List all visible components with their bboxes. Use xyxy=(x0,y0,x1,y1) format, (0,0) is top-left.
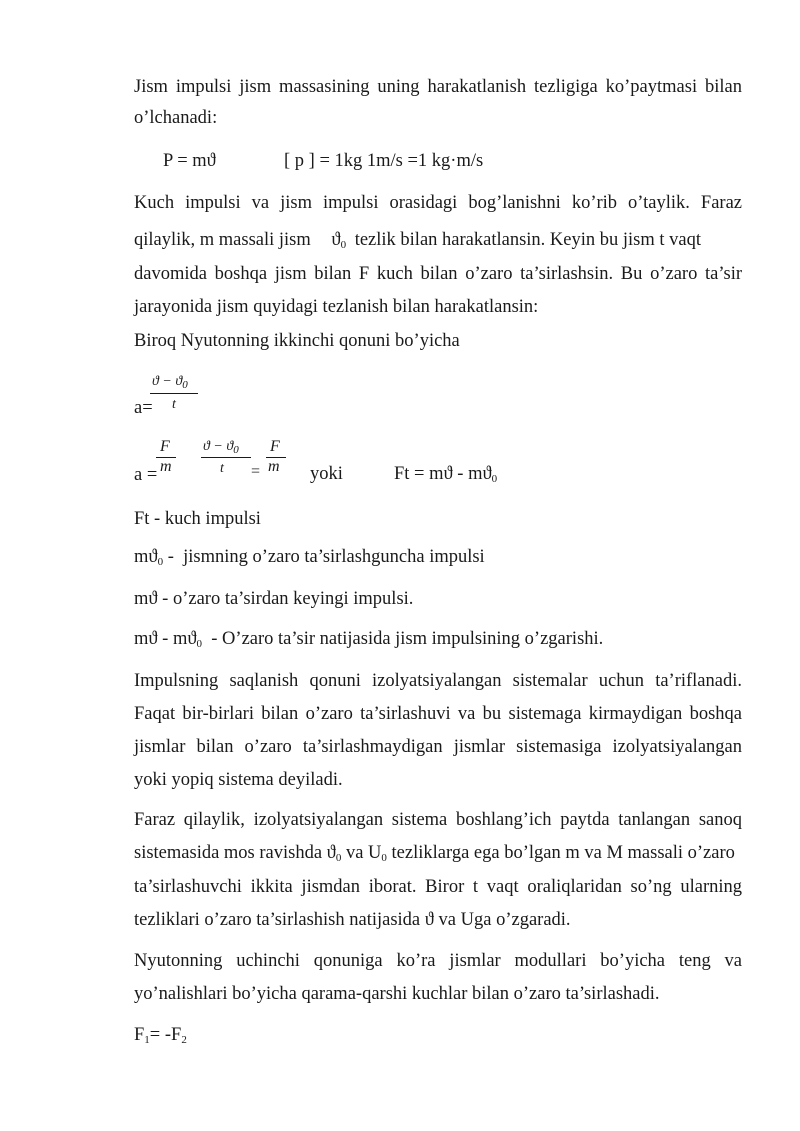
eq2-impulse: $Ft = mϑ - mϑ_0$ xyxy=(394,464,498,485)
eq2-f-denominator: m xyxy=(160,458,172,475)
fraction-bar xyxy=(150,393,198,394)
subscript: 0 xyxy=(340,239,347,251)
paragraph-line: Kuch impulsi va jism impulsi orasidagi bog’lanishni ko’rib o’taylik. Faraz xyxy=(134,193,742,213)
eq1-denominator: t xyxy=(172,397,176,412)
paragraph-line: ta’sirlashuvchi ikkita jismdan iborat. Biror t vaqt oraliqlaridan so’ng ularning xyxy=(134,877,742,897)
eq2-mid-denominator: t xyxy=(220,461,224,476)
text-run: qilaylik, m massali jism xyxy=(134,230,311,250)
fraction-bar xyxy=(201,457,251,458)
eq1-lhs: a= xyxy=(134,398,153,418)
paragraph-line: Ft - kuch impulsi xyxy=(134,509,261,529)
eq1-numerator: $ϑ - ϑ_0$ xyxy=(152,374,188,391)
text-run: tezlik bilan harakatlansin. Keyin bu jism t vaqt xyxy=(354,230,701,250)
paragraph-line: Jism impulsi jism massasining uning harakatlanish tezligiga ko’paytmasi bilan xyxy=(134,77,742,97)
paragraph-line: Impulsning saqlanish qonuni izolyatsiyalangan sistemalar uchun ta’riflanadi. xyxy=(134,671,742,691)
paragraph-line: $mϑ_0$ - jismning o’zaro ta’sirlashguncha impulsi xyxy=(134,547,485,568)
paragraph-line xyxy=(134,229,742,251)
paragraph-line: Nyutonning uchinchi qonuniga ko’ra jismlar modullari bo’yicha teng va xyxy=(134,951,742,971)
eq2-lhs: a = xyxy=(134,465,158,485)
paragraph-line: jismlar bilan o’zaro ta’sirlashmaydigan jismlar sistemasiga izolyatsiyalangan xyxy=(134,737,742,757)
paragraph-line: Faraz qilaylik, izolyatsiyalangan sistema boshlang’ich paytda tanlangan sanoq xyxy=(134,810,742,830)
paragraph-line: sistemasida mos ravishda $ϑ_0$ va $U_0$ tezliklarga ega bo’lgan m va M massali o’zaro xyxy=(134,843,735,864)
eq2-r-numerator: F xyxy=(270,438,280,455)
eq2-equals: = xyxy=(251,463,261,480)
paragraph-line: mϑ - $mϑ_0$ - O’zaro ta’sir natijasida jism impulsining o’zgarishi. xyxy=(134,629,604,650)
eq2-f-numerator: F xyxy=(160,438,170,455)
eq2-r-denominator: m xyxy=(268,458,280,475)
paragraph-line: yoki yopiq sistema deyiladi. xyxy=(134,770,343,790)
formula-third-law: $F_1= -F_2$ xyxy=(134,1025,187,1046)
paragraph-line: mϑ - o’zaro ta’sirdan keyingi impulsi. xyxy=(134,589,414,609)
eq2-mid-numerator: $ϑ - ϑ_0$ xyxy=(203,439,239,456)
paragraph-line: jarayonida jism quyidagi tezlanish bilan harakatlansin: xyxy=(134,297,539,317)
theta-symbol: ϑ xyxy=(331,230,341,250)
eq2-yoki: yoki xyxy=(310,464,343,484)
formula-units: [ p ] = 1kg 1m/s =1 kg·m/s xyxy=(284,151,484,171)
paragraph-line: Faqat bir-birlari bilan o’zaro ta’sirlashuvi va bu sistemaga kirmaydigan boshqa xyxy=(134,704,742,724)
paragraph-line: tezliklari o’zaro ta’sirlashish natijasida ϑ va Uga o’zgaradi. xyxy=(134,910,571,930)
paragraph-line: Biroq Nyutonning ikkinchi qonuni bo’yicha xyxy=(134,331,460,351)
paragraph-line: davomida boshqa jism bilan F kuch bilan o’zaro ta’sirlashsin. Bu o’zaro ta’sir xyxy=(134,264,742,284)
formula-momentum: P = mϑ xyxy=(163,151,216,171)
paragraph-line: yo’nalishlari bo’yicha qarama-qarshi kuchlar bilan o’zaro ta’sirlashadi. xyxy=(134,984,660,1004)
paragraph-line: o’lchanadi: xyxy=(134,108,218,128)
